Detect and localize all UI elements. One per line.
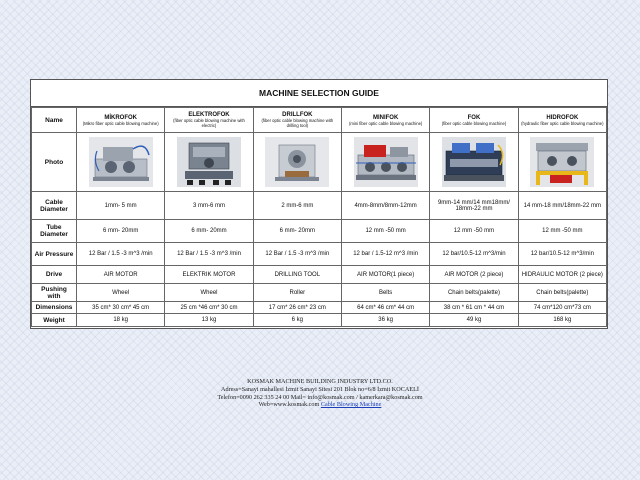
row-label-pushing: Pushing with <box>32 284 77 302</box>
guide-title: MACHINE SELECTION GUIDE <box>31 80 607 107</box>
company-address: Adress=Sanayi mahallesi İzmit Sanayi Sitesi 201 Blok no=6/8 İzmit KOCAELİ <box>221 385 419 393</box>
row-label-tube: Tube Diameter <box>32 220 77 243</box>
company-contact: Telefon=0090 262 335 24 00 Mail= info@kosmak.com / kamerkara@kosmak.com <box>217 393 423 401</box>
pushing-value: Roller <box>253 284 341 302</box>
photo-cell <box>518 133 606 192</box>
web-address: Web=www.kosmak.com <box>258 401 320 409</box>
selection-guide-sheet <box>30 79 608 329</box>
row-label-drive: Drive <box>32 266 77 284</box>
machine-subtitle: (fiber optic cable blowing machine) <box>441 120 507 126</box>
dimensions-value: 17 cm* 26 cm* 23 cm <box>253 302 341 314</box>
air-pressure-value: 12 bar/10.5-12 m^3/min <box>518 243 606 266</box>
company-web <box>0 401 640 409</box>
machine-name: HIDROFOK <box>546 114 579 121</box>
pushing-value: Chain belts(palette) <box>518 284 606 302</box>
cable-diameter-value: 3 mm-6 mm <box>165 192 253 220</box>
weight-value: 49 kg <box>430 314 518 327</box>
name-row <box>32 108 607 133</box>
machine-subtitle: (hydraulic fiber optic cable blowing machine) <box>521 120 604 126</box>
drive-row <box>32 266 607 284</box>
fok-machine-photo <box>442 137 506 187</box>
pushing-value: Belts <box>341 284 429 302</box>
row-label-cable: Cable Diameter <box>32 192 77 220</box>
elektrofok-machine-photo <box>177 137 241 187</box>
air-pressure-value: 12 Bar / 1.5 -3 m^3 /min <box>165 243 253 266</box>
machine-name: ELEKTROFOK <box>188 112 230 118</box>
tube-diameter-value: 12 mm -50 mm <box>518 220 606 243</box>
machine-name: FOK <box>467 114 481 121</box>
machine-name: MINIFOK <box>372 114 399 121</box>
drive-value: HIDRAULIC MOTOR (2 piece) <box>518 266 606 284</box>
dimensions-value: 35 cm* 30 cm* 45 cm <box>77 302 165 314</box>
machine-name-cell <box>165 108 253 133</box>
weight-value: 6 kg <box>253 314 341 327</box>
photo-cell <box>165 133 253 192</box>
tube-diameter-value: 6 mm- 20mm <box>165 220 253 243</box>
company-footer <box>0 378 640 409</box>
tube-diameter-value: 6 mm- 20mm <box>77 220 165 243</box>
pushing-value: Wheel <box>165 284 253 302</box>
weight-value: 13 kg <box>165 314 253 327</box>
photo-cell <box>430 133 518 192</box>
drive-value: AIR MOTOR <box>77 266 165 284</box>
drive-value: ELEKTRIK MOTOR <box>165 266 253 284</box>
machine-subtitle: (Mikro fiber optic cable blowing machine) <box>82 120 159 126</box>
cable-diameter-value: 14 mm-18 mm/18mm-22 mm <box>518 192 606 220</box>
machine-subtitle: (mini fiber optic cable blowing machine) <box>348 120 423 126</box>
cable-diameter-value: 9mm-14 mm/14 mm18mm/ 18mm-22 mm <box>430 192 518 220</box>
hidrofok-machine-photo <box>530 137 594 187</box>
company-name: KOSMAK MACHINE BUILDING INDUSTRY LTD.CO. <box>247 378 393 385</box>
air-pressure-value: 12 bar / 1.5-12 m^3 /min <box>341 243 429 266</box>
row-label-weight: Weight <box>32 314 77 327</box>
tube-diameter-value: 12 mm -50 mm <box>341 220 429 243</box>
drive-value: AIR MOTOR (2 piece) <box>430 266 518 284</box>
dimensions-value: 74 cm*120 cm*73 cm <box>518 302 606 314</box>
machine-subtitle: (fiber optic cable blowing machine with drilling tool) <box>261 118 334 128</box>
row-label-name: Name <box>32 108 77 133</box>
cable-diameter-value: 4mm-8mm/8mm-12mm <box>341 192 429 220</box>
weight-row <box>32 314 607 327</box>
drive-value: DRILLING TOOL <box>253 266 341 284</box>
machine-name-cell <box>253 108 341 133</box>
weight-value: 168 kg <box>518 314 606 327</box>
machine-name-cell <box>77 108 165 133</box>
minifok-machine-photo <box>354 137 418 187</box>
machine-table <box>31 107 607 327</box>
dimensions-value: 38 cm * 61 cm * 44 cm <box>430 302 518 314</box>
weight-value: 18 kg <box>77 314 165 327</box>
dimensions-row <box>32 302 607 314</box>
cable-diameter-value: 2 mm-6 mm <box>253 192 341 220</box>
air-pressure-row <box>32 243 607 266</box>
pushing-value: Wheel <box>77 284 165 302</box>
tube-diameter-value: 6 mm- 20mm <box>253 220 341 243</box>
photo-row <box>32 133 607 192</box>
tube-diameter-value: 12 mm -50 mm <box>430 220 518 243</box>
cable-diameter-value: 1mm- 5 mm <box>77 192 165 220</box>
machine-subtitle: (fiber optic cable blowing machine with electric) <box>173 118 245 128</box>
air-pressure-value: 12 bar/10.5-12 m^3/min <box>430 243 518 266</box>
weight-value: 36 kg <box>341 314 429 327</box>
dimensions-value: 64 cm* 46 cm* 44 cm <box>341 302 429 314</box>
air-pressure-value: 12 Bar / 1.5 -3 m^3 /min <box>253 243 341 266</box>
photo-cell <box>77 133 165 192</box>
photo-cell <box>341 133 429 192</box>
drillfok-machine-photo <box>265 137 329 187</box>
row-label-air: Air Pressure <box>32 243 77 266</box>
pushing-value: Chain belts(palette) <box>430 284 518 302</box>
row-label-photo: Photo <box>32 133 77 192</box>
dimensions-value: 25 cm *46 cm* 30 cm <box>165 302 253 314</box>
row-label-dimensions: Dimensions <box>32 302 77 314</box>
cable-diameter-row <box>32 192 607 220</box>
machine-name-cell <box>430 108 518 133</box>
air-pressure-value: 12 Bar / 1.5 -3 m^3 /min <box>77 243 165 266</box>
drive-value: AIR MOTOR(1 piece) <box>341 266 429 284</box>
machine-name: MİKROFOK <box>104 114 137 121</box>
pushing-with-row <box>32 284 607 302</box>
machine-name-cell <box>341 108 429 133</box>
cable-blowing-machine-link[interactable]: Cable Blowing Machine <box>320 401 382 409</box>
photo-cell <box>253 133 341 192</box>
tube-diameter-row <box>32 220 607 243</box>
machine-name-cell <box>518 108 606 133</box>
mikrofok-machine-photo <box>89 137 153 187</box>
machine-name: DRILLFOK <box>282 112 313 118</box>
